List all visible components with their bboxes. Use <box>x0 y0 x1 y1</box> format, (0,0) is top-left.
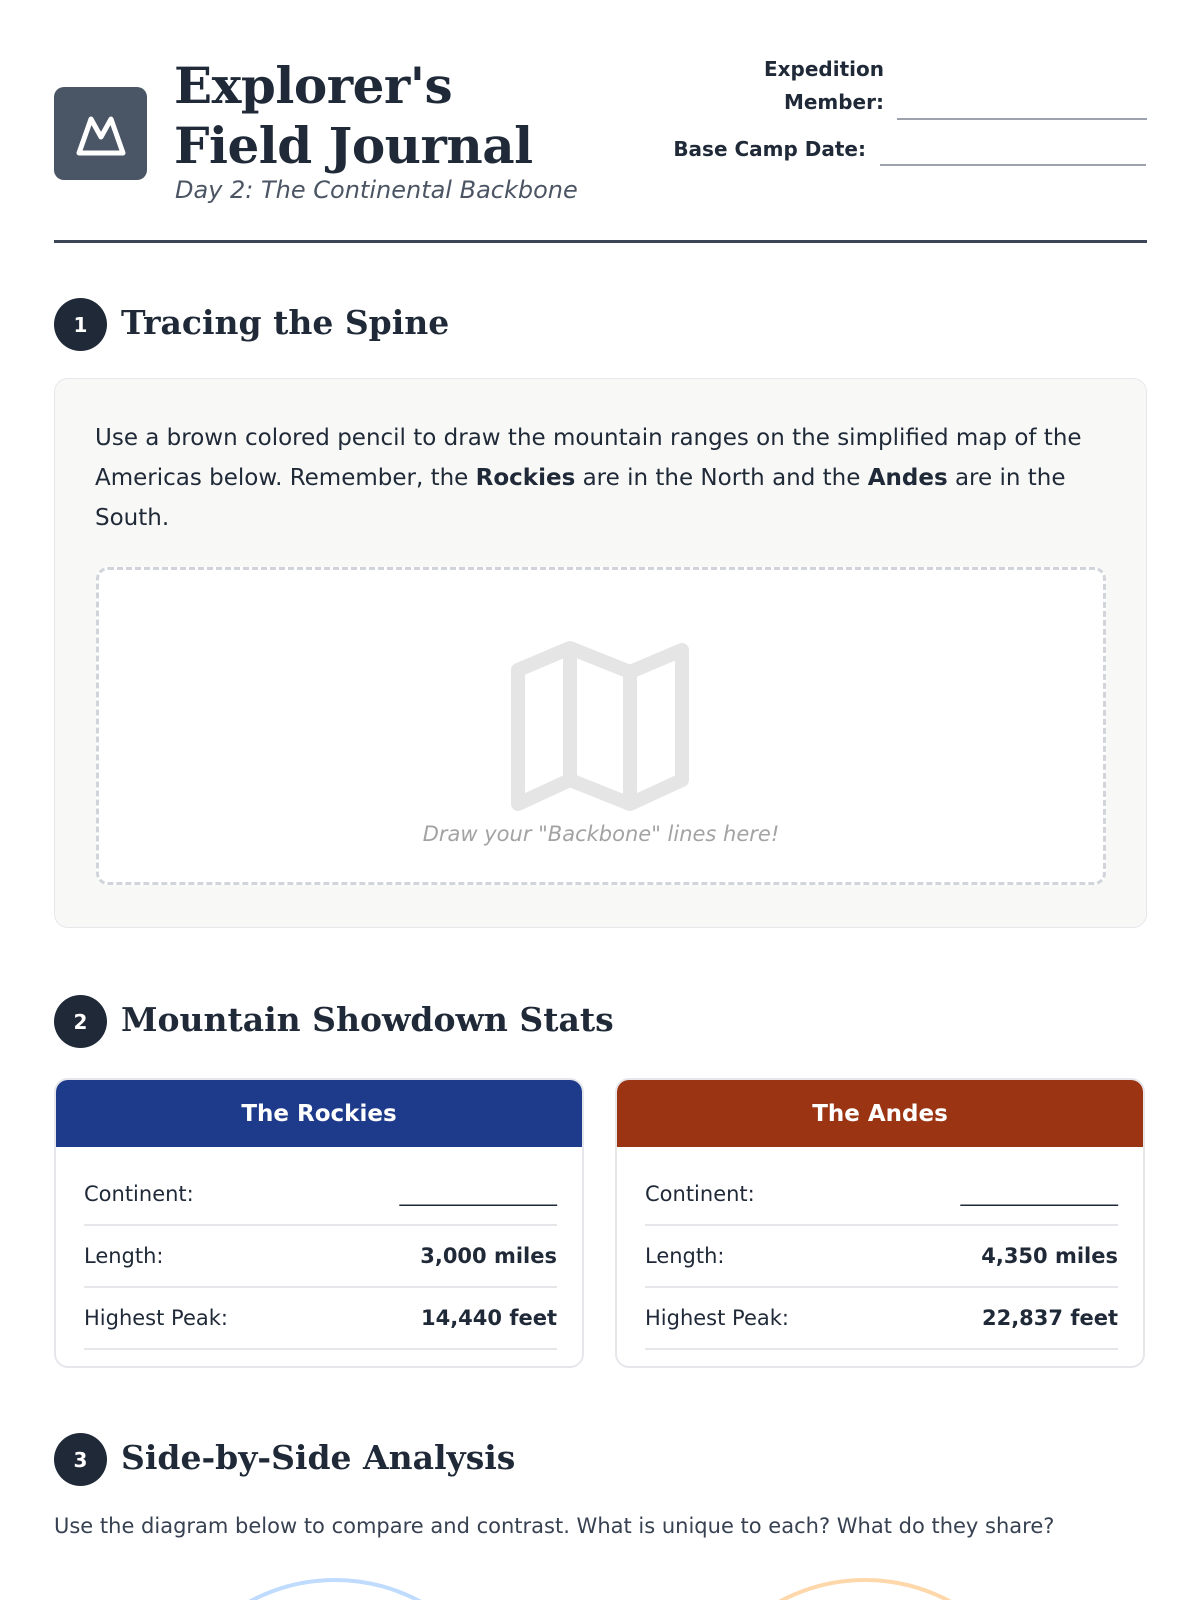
drawing-hint: Draw your "Backbone" lines here! <box>422 822 780 846</box>
andes-highlight: Andes <box>867 465 948 491</box>
rockies-card-header: The Rockies <box>56 1080 582 1147</box>
header-divider <box>54 240 1147 243</box>
stat-label: Continent: <box>645 1182 755 1206</box>
stat-row <box>645 1226 1118 1288</box>
section-2-number: 2 <box>54 995 107 1048</box>
tracing-instructions: Use a brown colored pencil to draw the mountain ranges on the simplified map of the Americas below. Remember, the Rockies are in the North and the Andes are in the South. <box>95 425 1082 531</box>
expedition-member-label: Expedition Member: <box>763 57 884 114</box>
section-3-number: 3 <box>54 1433 107 1486</box>
stat-row <box>84 1164 557 1226</box>
andes-card-header: The Andes <box>617 1080 1143 1147</box>
page-title: Explorer's Field Journal <box>174 56 533 175</box>
section-2-title: Mountain Showdown Stats <box>121 1000 614 1039</box>
section-1-title: Tracing the Spine <box>121 303 450 342</box>
venn-circle-andes <box>695 1580 1035 1600</box>
stat-value: 14,440 feet <box>420 1306 557 1330</box>
continent-blank[interactable]: _______________ <box>399 1182 557 1206</box>
stat-row <box>84 1226 557 1288</box>
andes-stats-card <box>615 1078 1145 1368</box>
rockies-stats-card <box>54 1078 584 1368</box>
continent-blank[interactable]: _______________ <box>960 1182 1118 1206</box>
expedition-member-field[interactable] <box>897 118 1147 120</box>
stat-label: Continent: <box>84 1182 194 1206</box>
rockies-highlight: Rockies <box>475 465 576 491</box>
venn-diagram[interactable] <box>0 1570 1200 1600</box>
venn-circle-rockies <box>165 1580 505 1600</box>
stat-label: Length: <box>84 1244 164 1268</box>
journal-logo <box>54 87 147 180</box>
stat-value: 22,837 feet <box>981 1306 1118 1330</box>
map-icon <box>510 640 690 815</box>
stat-label: Highest Peak: <box>84 1306 228 1330</box>
page-subtitle: Day 2: The Continental Backbone <box>175 176 578 204</box>
section-3-title: Side-by-Side Analysis <box>121 1438 516 1477</box>
stat-label: Length: <box>645 1244 725 1268</box>
stat-label: Highest Peak: <box>645 1306 789 1330</box>
mountain-icon <box>73 109 129 159</box>
stat-value: 4,350 miles <box>981 1244 1118 1268</box>
stat-row <box>645 1164 1118 1226</box>
base-camp-date-label: Base Camp Date: <box>673 137 866 161</box>
stat-row <box>645 1288 1118 1350</box>
section-1-number: 1 <box>54 298 107 351</box>
analysis-instructions: Use the diagram below to compare and contrast. What is unique to each? What do they share? <box>54 1514 1055 1538</box>
stat-row <box>84 1288 557 1350</box>
stat-value: 3,000 miles <box>420 1244 557 1268</box>
base-camp-date-field[interactable] <box>880 164 1146 166</box>
